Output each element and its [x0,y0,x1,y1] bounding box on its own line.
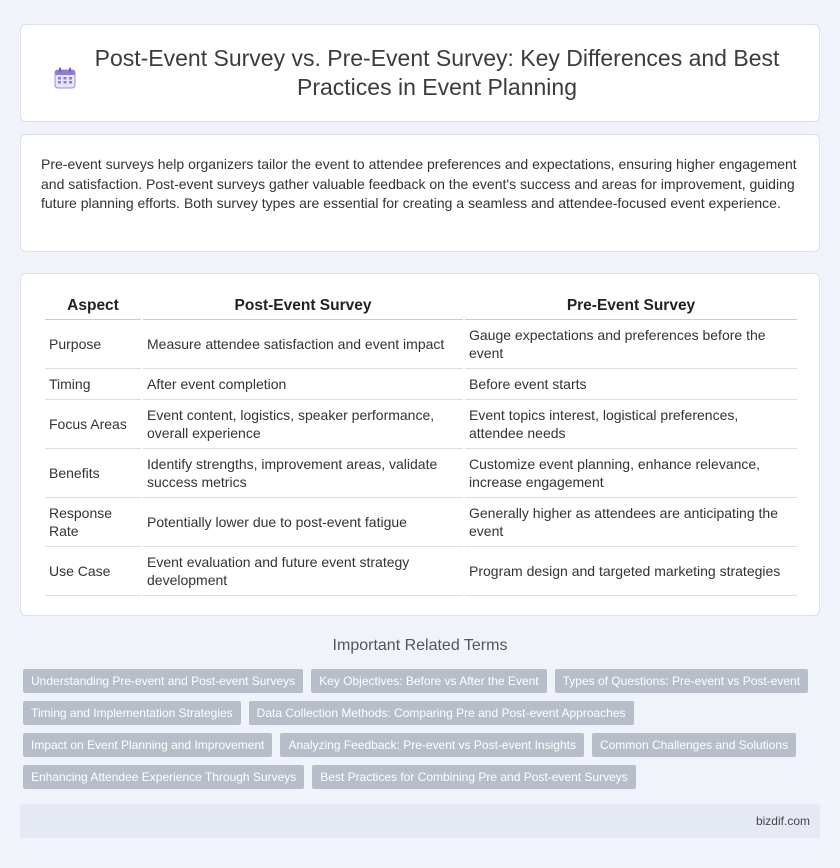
cell-aspect: Timing [45,369,141,400]
related-term-tag[interactable]: Enhancing Attendee Experience Through Surveys [23,765,304,789]
table-row [45,449,797,498]
cell-aspect: Benefits [45,449,141,498]
table-row [45,498,797,547]
intro-text: Pre-event surveys help organizers tailor the event to attendee preferences and expectations, ensuring higher engagement and satisfaction. Post-event surveys gather valuable feedback on the event's success and areas for improvement, guiding future planning efforts. Both survey types are essential for creating a seamless and attendee-focused event experience. [41,156,797,211]
footer-site-link[interactable]: bizdif.com [755,814,810,828]
tag-row [23,701,823,725]
table-row [45,547,797,596]
footer [20,804,820,838]
cell-post: Event evaluation and future event strategy development [143,547,463,596]
title-wrap [40,44,800,102]
related-term-tag[interactable]: Analyzing Feedback: Pre-event vs Post-event Insights [280,733,583,757]
cell-pre: Generally higher as attendees are anticipating the event [465,498,797,547]
related-term-tag[interactable]: Timing and Implementation Strategies [23,701,241,725]
cell-post: Event content, logistics, speaker performance, overall experience [143,400,463,449]
table-row [45,369,797,400]
cell-aspect: Focus Areas [45,400,141,449]
cell-aspect: Use Case [45,547,141,596]
calendar-icon [53,66,77,90]
cell-aspect: Purpose [45,320,141,369]
related-term-tag[interactable]: Understanding Pre-event and Post-event Surveys [23,669,303,693]
title-card [20,24,820,122]
cell-aspect: Response Rate [45,498,141,547]
cell-post: After event completion [143,369,463,400]
related-term-tag[interactable]: Data Collection Methods: Comparing Pre and Post-event Approaches [249,701,634,725]
related-terms-title: Important Related Terms [332,637,508,654]
related-term-tag[interactable]: Types of Questions: Pre-event vs Post-event [555,669,808,693]
related-term-tag[interactable]: Common Challenges and Solutions [592,733,796,757]
tag-row [23,669,823,693]
cell-pre: Gauge expectations and preferences before the event [465,320,797,369]
tag-row [23,733,823,757]
header-post-event: Post-Event Survey [143,292,463,320]
related-term-tag[interactable]: Key Objectives: Before vs After the Event [311,669,546,693]
cell-pre: Event topics interest, logistical preferences, attendee needs [465,400,797,449]
cell-pre: Program design and targeted marketing strategies [465,547,797,596]
page-title: Post-Event Survey vs. Pre-Event Survey: Key Differences and Best Practices in Event Planning [94,45,780,100]
comparison-table [43,292,799,596]
tag-row [23,765,823,789]
table-row [45,320,797,369]
cell-pre: Before event starts [465,369,797,400]
header-pre-event: Pre-Event Survey [465,292,797,320]
intro-card [20,134,820,252]
table-row [45,400,797,449]
related-terms-tags [23,669,823,797]
related-term-tag[interactable]: Best Practices for Combining Pre and Post-event Surveys [312,765,635,789]
header-aspect: Aspect [45,292,141,320]
cell-post: Measure attendee satisfaction and event impact [143,320,463,369]
related-term-tag[interactable]: Impact on Event Planning and Improvement [23,733,272,757]
comparison-card [20,273,820,616]
cell-pre: Customize event planning, enhance relevance, increase engagement [465,449,797,498]
cell-post: Identify strengths, improvement areas, validate success metrics [143,449,463,498]
cell-post: Potentially lower due to post-event fatigue [143,498,463,547]
